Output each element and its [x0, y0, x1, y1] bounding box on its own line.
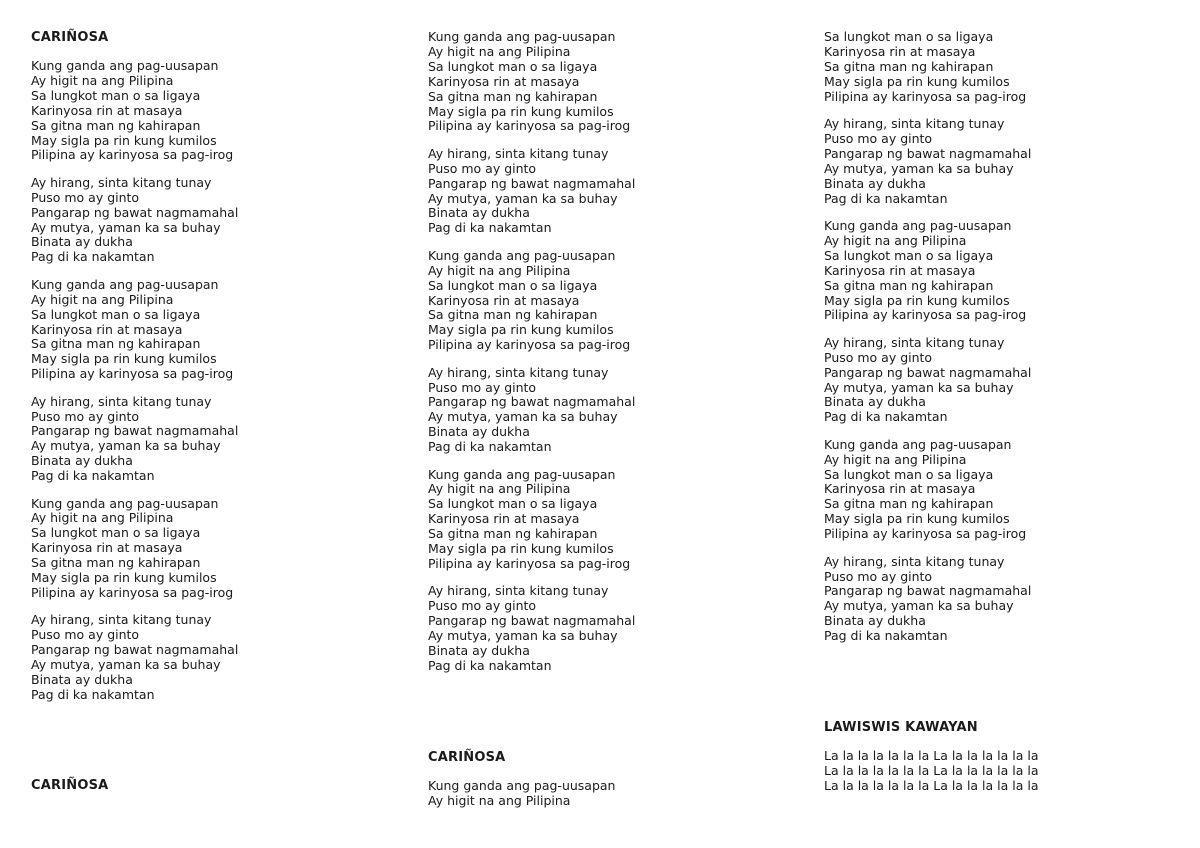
lyric-line: Pangarap ng bawat nagmamahal	[31, 423, 239, 439]
lyric-line: Ay mutya, yaman ka sa buhay	[428, 628, 618, 644]
lyric-line: Kung ganda ang pag-uusapan	[31, 495, 219, 511]
chorus-stanza	[31, 395, 391, 484]
lyric-line: May sigla pa rin kung kumilos	[31, 351, 217, 367]
chorus-stanza	[428, 584, 788, 673]
lyric-line: Ay mutya, yaman ka sa buhay	[824, 160, 1014, 176]
lyric-line: Karinyosa rin at masaya	[428, 511, 580, 527]
lyrics-column-3	[824, 30, 1184, 644]
lyric-line: Pag di ka nakamtan	[31, 686, 155, 702]
verse-stanza	[824, 438, 1184, 542]
lyric-line: Pilipina ay karinyosa sa pag-irog	[31, 147, 234, 163]
lyric-line: Karinyosa rin at masaya	[824, 481, 976, 497]
lyric-line: Ay higit na ang Pilipina	[31, 72, 174, 88]
verse-stanza	[31, 59, 391, 163]
chorus-stanza	[824, 555, 1184, 644]
lyric-line: Binata ay dukha	[824, 175, 926, 191]
lyric-line: Sa gitna man ng kahirapan	[31, 117, 201, 133]
chorus-stanza	[31, 613, 391, 702]
lyric-line: Karinyosa rin at masaya	[31, 102, 183, 118]
lyric-line: May sigla pa rin kung kumilos	[428, 103, 614, 119]
lyric-line: Binata ay dukha	[824, 394, 926, 410]
lyric-line: Pag di ka nakamtan	[428, 439, 552, 455]
lyric-line: Binata ay dukha	[428, 205, 530, 221]
lyric-line: Sa gitna man ng kahirapan	[31, 336, 201, 352]
lyric-line: Binata ay dukha	[428, 643, 530, 659]
lyric-line: Ay mutya, yaman ka sa buhay	[31, 219, 221, 235]
lyric-line: Sa gitna man ng kahirapan	[824, 277, 994, 293]
lyric-line: Pilipina ay karinyosa sa pag-irog	[428, 337, 631, 353]
verse-stanza	[428, 30, 788, 134]
lyric-line: La la la la la la la La la la la la la la	[824, 762, 1039, 778]
lyric-line: Binata ay dukha	[31, 672, 133, 688]
lyric-line: Ay higit na ang Pilipina	[428, 43, 571, 59]
lyrics-column-2-footer	[428, 750, 788, 809]
lyric-line: Puso mo ay ginto	[31, 189, 140, 205]
chorus-stanza	[31, 176, 391, 265]
lyric-line: Binata ay dukha	[31, 453, 133, 469]
lyric-line: Ay higit na ang Pilipina	[428, 262, 571, 278]
chorus-stanza	[428, 366, 788, 455]
lyric-line: Pag di ka nakamtan	[824, 628, 948, 644]
lyric-line: Karinyosa rin at masaya	[428, 73, 580, 89]
lyric-line: May sigla pa rin kung kumilos	[824, 292, 1010, 308]
lyric-line: Pangarap ng bawat nagmamahal	[428, 175, 636, 191]
lyric-line: Ay hirang, sinta kitang tunay	[824, 116, 1005, 132]
lyric-line: Pangarap ng bawat nagmamahal	[824, 583, 1032, 599]
lyric-line: Ay hirang, sinta kitang tunay	[428, 364, 609, 380]
lyric-line: Ay hirang, sinta kitang tunay	[31, 393, 212, 409]
chorus-stanza	[824, 117, 1184, 206]
lyric-line: Ay hirang, sinta kitang tunay	[31, 612, 212, 628]
lyric-line: Puso mo ay ginto	[31, 408, 140, 424]
lyric-line: Kung ganda ang pag-uusapan	[824, 436, 1012, 452]
lyric-line: Ay hirang, sinta kitang tunay	[824, 334, 1005, 350]
verse-stanza	[824, 30, 1184, 105]
lyric-line: May sigla pa rin kung kumilos	[31, 570, 217, 586]
lyric-line: Puso mo ay ginto	[428, 598, 537, 614]
lyric-line: Sa lungkot man o sa ligaya	[824, 29, 994, 44]
lyric-line: Sa lungkot man o sa ligaya	[31, 87, 201, 103]
lyric-line: Sa lungkot man o sa ligaya	[31, 306, 201, 322]
lyric-line: Sa lungkot man o sa ligaya	[824, 247, 994, 263]
lyric-line: Sa gitna man ng kahirapan	[428, 526, 598, 542]
lyric-line: Karinyosa rin at masaya	[428, 292, 580, 308]
song-title-lawiswis-kawayan: LAWISWIS KAWAYAN	[824, 720, 978, 735]
lyric-line: May sigla pa rin kung kumilos	[824, 511, 1010, 527]
lyric-line: Pilipina ay karinyosa sa pag-irog	[824, 307, 1027, 323]
lyrics-column-1-footer	[31, 778, 391, 793]
lyric-line: Puso mo ay ginto	[31, 627, 140, 643]
lyric-line: Pangarap ng bawat nagmamahal	[824, 364, 1032, 380]
lyric-line: Ay mutya, yaman ka sa buhay	[31, 657, 221, 673]
lyric-line: Ay higit na ang Pilipina	[824, 232, 967, 248]
lyric-line: Puso mo ay ginto	[824, 130, 933, 146]
lyric-line: Sa gitna man ng kahirapan	[824, 58, 994, 74]
lyric-line: Karinyosa rin at masaya	[824, 262, 976, 278]
lyric-line: May sigla pa rin kung kumilos	[824, 73, 1010, 89]
lyric-line: Binata ay dukha	[824, 613, 926, 629]
lyric-line: Pag di ka nakamtan	[824, 409, 948, 425]
lyrics-column-3-footer	[824, 720, 1184, 794]
lyric-line: Karinyosa rin at masaya	[824, 43, 976, 59]
lyric-line: Pilipina ay karinyosa sa pag-irog	[824, 526, 1027, 542]
lyrics-column-1	[31, 30, 391, 703]
lyric-line: Sa lungkot man o sa ligaya	[428, 277, 598, 293]
verse-stanza	[31, 278, 391, 382]
lyric-line: Ay mutya, yaman ka sa buhay	[428, 409, 618, 425]
lyric-line: Ay hirang, sinta kitang tunay	[428, 145, 609, 161]
lyric-line: Kung ganda ang pag-uusapan	[31, 276, 219, 292]
lyric-line: Ay mutya, yaman ka sa buhay	[824, 379, 1014, 395]
lyric-line: Pangarap ng bawat nagmamahal	[824, 145, 1032, 161]
lyric-line: May sigla pa rin kung kumilos	[428, 322, 614, 338]
lyric-line: Ay hirang, sinta kitang tunay	[428, 583, 609, 599]
lyric-line: La la la la la la la La la la la la la la	[824, 777, 1039, 793]
lyric-line: Ay hirang, sinta kitang tunay	[824, 553, 1005, 569]
lyric-line: La la la la la la la La la la la la la la	[824, 748, 1039, 763]
verse-stanza	[428, 249, 788, 353]
verse-stanza	[31, 497, 391, 601]
verse-stanza	[428, 468, 788, 572]
lyric-line: Ay higit na ang Pilipina	[31, 291, 174, 307]
lyric-line: Pilipina ay karinyosa sa pag-irog	[824, 88, 1027, 104]
lyric-line: Ay higit na ang Pilipina	[31, 510, 174, 526]
lyric-line: Kung ganda ang pag-uusapan	[824, 217, 1012, 233]
lyric-line: Pilipina ay karinyosa sa pag-irog	[31, 585, 234, 600]
lyric-line: Sa gitna man ng kahirapan	[824, 496, 994, 512]
lyric-line: Kung ganda ang pag-uusapan	[428, 466, 616, 482]
lyric-line: Pilipina ay karinyosa sa pag-irog	[31, 366, 234, 382]
lyric-line: Pag di ka nakamtan	[824, 190, 948, 206]
lyric-line: Pag di ka nakamtan	[428, 657, 552, 673]
lyric-line: Pangarap ng bawat nagmamahal	[428, 613, 636, 629]
song-title-carinosa: CARIÑOSA	[31, 778, 109, 793]
lyric-line: Pangarap ng bawat nagmamahal	[428, 394, 636, 410]
lyric-line: Puso mo ay ginto	[428, 379, 537, 395]
lyric-line: Karinyosa rin at masaya	[31, 540, 183, 556]
chorus-stanza	[824, 336, 1184, 425]
verse-stanza	[824, 219, 1184, 323]
lyric-line: Ay mutya, yaman ka sa buhay	[824, 598, 1014, 614]
lyric-line: Sa gitna man ng kahirapan	[428, 307, 598, 323]
lyric-line: Binata ay dukha	[428, 424, 530, 440]
lyric-line: Pangarap ng bawat nagmamahal	[31, 204, 239, 220]
lyric-line: Pangarap ng bawat nagmamahal	[31, 642, 239, 658]
lyric-line: Sa lungkot man o sa ligaya	[824, 466, 994, 482]
lyric-line: Ay higit na ang Pilipina	[824, 451, 967, 467]
lyric-line: Sa gitna man ng kahirapan	[428, 88, 598, 104]
lyric-line: Puso mo ay ginto	[428, 160, 537, 176]
lyric-line: Puso mo ay ginto	[824, 568, 933, 584]
lyric-line: Ay higit na ang Pilipina	[428, 481, 571, 497]
lyric-line: Pilipina ay karinyosa sa pag-irog	[428, 556, 631, 571]
song-title-carinosa: CARIÑOSA	[31, 30, 109, 45]
lyric-line: Pag di ka nakamtan	[31, 468, 155, 484]
lyric-line: Ay higit na ang Pilipina	[428, 792, 571, 808]
lyric-line: Pilipina ay karinyosa sa pag-irog	[428, 118, 631, 134]
lyric-line: Sa gitna man ng kahirapan	[31, 555, 201, 571]
lyric-line: Karinyosa rin at masaya	[31, 321, 183, 337]
lyric-line: Sa lungkot man o sa ligaya	[428, 496, 598, 512]
lyric-line: Binata ay dukha	[31, 234, 133, 250]
lyric-line: Pag di ka nakamtan	[31, 249, 155, 265]
lyric-line: Sa lungkot man o sa ligaya	[31, 525, 201, 541]
lyric-line: Pag di ka nakamtan	[428, 220, 552, 236]
lyric-line: Sa lungkot man o sa ligaya	[428, 58, 598, 74]
lyrics-column-2	[428, 30, 788, 674]
song-title-carinosa: CARIÑOSA	[428, 750, 506, 765]
lyric-line: Kung ganda ang pag-uusapan	[428, 778, 616, 793]
lyric-line: Kung ganda ang pag-uusapan	[428, 247, 616, 263]
lyric-line: Kung ganda ang pag-uusapan	[428, 29, 616, 44]
lyric-line: Ay hirang, sinta kitang tunay	[31, 174, 212, 190]
lyric-line: Ay mutya, yaman ka sa buhay	[428, 190, 618, 206]
chorus-stanza	[428, 147, 788, 236]
lyric-line: May sigla pa rin kung kumilos	[31, 132, 217, 148]
lyric-line: May sigla pa rin kung kumilos	[428, 541, 614, 557]
lyric-line: Kung ganda ang pag-uusapan	[31, 58, 219, 73]
lyric-line: Puso mo ay ginto	[824, 349, 933, 365]
lyric-line: Ay mutya, yaman ka sa buhay	[31, 438, 221, 454]
